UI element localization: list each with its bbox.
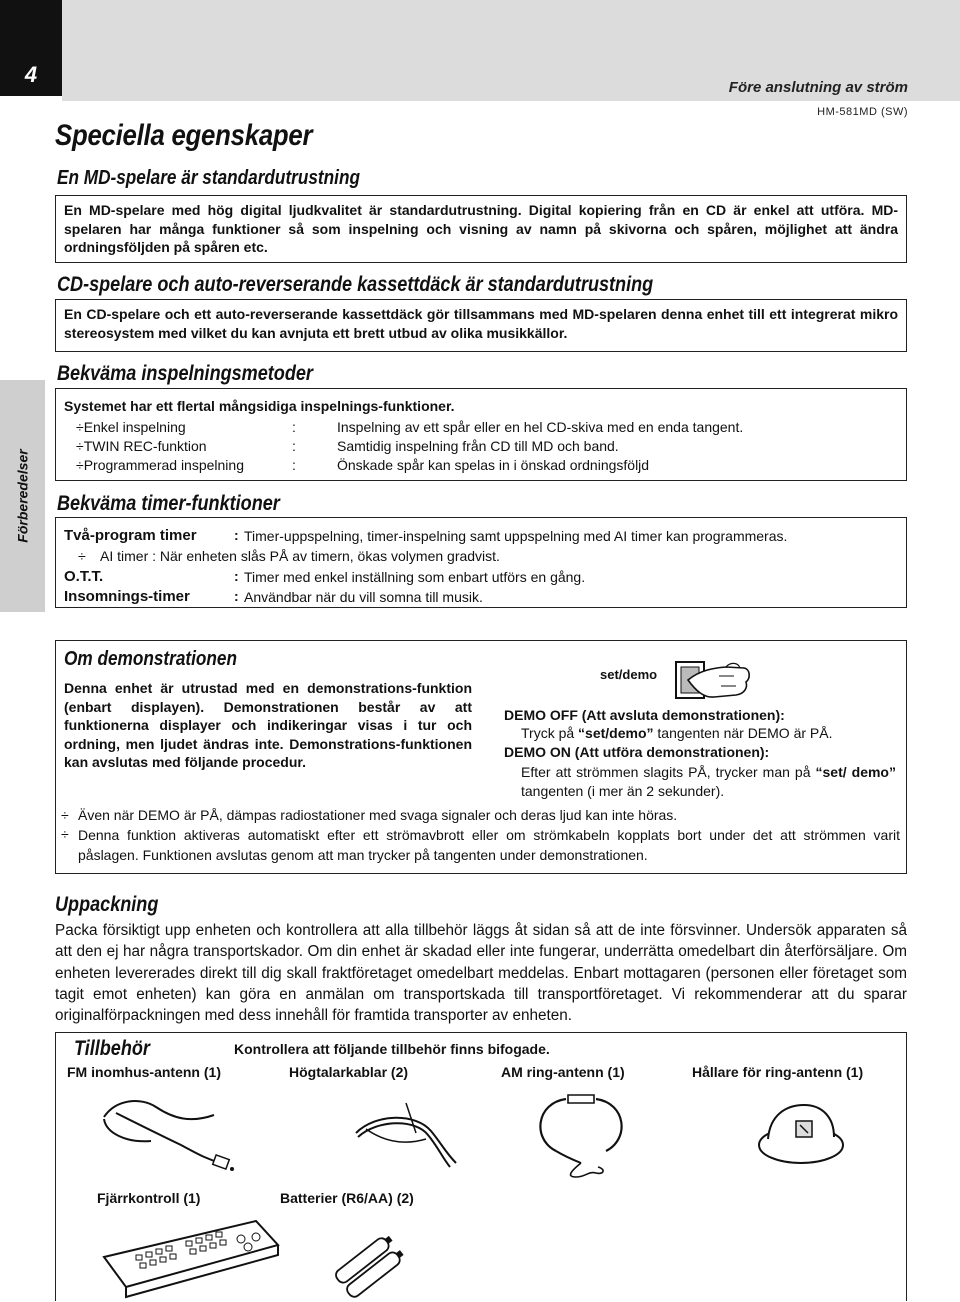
- accessories-subtitle: Kontrollera att följande tillbehör finns bifogade.: [234, 1041, 550, 1057]
- demo-off-text-2: tangenten när DEMO är PÅ.: [653, 725, 833, 741]
- accessory-label: AM ring-antenn (1): [501, 1064, 625, 1080]
- timer-row-desc: Timer med enkel inställning som enbart utförs en gång.: [244, 569, 586, 585]
- demo-note: Denna funktion aktiveras automatiskt efter ett strömavbrott eller om strömkabeln kopplats bort under det att strömmen varit påslagen. Funktionen avslutas genom att man trycker på tangenten under demonstrationen.: [78, 827, 900, 863]
- page-number: 4: [24, 62, 38, 87]
- timer-row-desc: Timer-uppspelning, timer-inspelning samt uppspelning med AI timer kan programmeras.: [244, 528, 788, 544]
- demo-box: [55, 640, 907, 874]
- recording-box: [55, 388, 907, 481]
- bullet: ÷: [61, 826, 69, 842]
- md-box: [55, 195, 907, 263]
- accessory-label: FM inomhus-antenn (1): [67, 1064, 221, 1080]
- batteries-icon: [324, 1229, 424, 1299]
- separator: :: [292, 438, 296, 454]
- demo-on-text-2: tangenten (i mer än 2 sekunder).: [521, 782, 725, 799]
- demo-off-text-1: Tryck på: [521, 725, 579, 741]
- cd-heading: CD-spelare och auto-reverserande kassettdäck är standardutrustning: [57, 273, 654, 296]
- recording-item-desc: Samtidig inspelning från CD till MD och band.: [337, 438, 619, 454]
- demo-on-text: [521, 763, 896, 800]
- accessory-label: Fjärrkontroll (1): [97, 1190, 201, 1206]
- bullet: ÷: [78, 548, 86, 564]
- demo-heading: Om demonstrationen: [64, 648, 237, 670]
- bullet: ÷: [76, 419, 84, 435]
- remote-control-icon: [96, 1217, 286, 1302]
- accessories-heading: Tillbehör: [74, 1037, 150, 1060]
- set-demo-button-label: set/demo: [600, 667, 658, 682]
- accessories-box: [55, 1032, 907, 1301]
- timer-row-name: Två-program timer: [64, 527, 197, 544]
- timer-row-desc: Användbar när du vill somna till musik.: [244, 589, 483, 605]
- separator: :: [292, 457, 296, 473]
- separator: :: [292, 419, 296, 435]
- am-loop-antenna-icon: [526, 1091, 636, 1186]
- accessory-label: Batterier (R6/AA) (2): [280, 1190, 414, 1206]
- side-tab-label: Förberedelser: [14, 449, 31, 543]
- model-number: HM-581MD (SW): [817, 106, 908, 118]
- separator: :: [234, 527, 239, 543]
- bullet: ÷: [76, 438, 84, 454]
- recording-item: [76, 457, 244, 473]
- demo-on-title: DEMO ON (Att utföra demonstrationen):: [504, 744, 770, 760]
- bullet: ÷: [76, 457, 84, 473]
- page-title: Speciella egenskaper: [55, 119, 313, 152]
- recording-item-name: TWIN REC-funktion: [83, 438, 207, 454]
- recording-item: [76, 419, 186, 435]
- recording-item: [76, 438, 207, 454]
- recording-item-desc: Inspelning av ett spår eller en hel CD-skiva med en enda tangent.: [337, 419, 744, 435]
- recording-item-desc: Önskade spår kan spelas in i önskad ordningsföljd: [337, 457, 650, 473]
- demo-intro: Denna enhet är utrustad med en demonstrations-funktion (enbart displayen). Demonstrationen består av att funktionerna displayer och indikeringar visas i tur och ordning, men ljudet ändras inte. Demonstrations-funktionen kan avslutas med följande procedur.: [64, 680, 472, 770]
- timer-heading: Bekväma timer-funktioner: [57, 492, 280, 515]
- recording-item-name: Enkel inspelning: [83, 419, 186, 435]
- demo-off-title: DEMO OFF (Att avsluta demonstrationen):: [504, 707, 785, 723]
- demo-on-text-1: Efter att strömmen slagits PÅ, trycker man på: [521, 764, 816, 780]
- finger-press-icon: [674, 658, 752, 704]
- fm-antenna-icon: [96, 1093, 246, 1183]
- recording-heading: Bekväma inspelningsmetoder: [57, 362, 313, 385]
- recording-intro: Systemet har ett flertal mångsidiga inspelnings-funktioner.: [64, 398, 455, 414]
- side-tab: [0, 380, 45, 612]
- unpacking-heading: Uppackning: [55, 893, 159, 916]
- antenna-holder-icon: [746, 1095, 856, 1175]
- unpacking-text: Packa försiktigt upp enheten och kontrollera att alla tillbehör läggs åt sidan så att de inte försvinner. Undersök apparaten så att den ej har några transportskador. Om din enhet är skadad eller inte fungerar, underrätta omedelbart din återförsäljare. Om enheten levererades direkt till dig skall fraktföretaget omedelbart meddelas. Enbart mottagaren (personen eller företaget som tagit emot enheten) kan göra en anmälan om transportskada till transportföretaget. Vi rekommenderar att du sparar originalförpackningen med dess innehåll för framtida transporter av enheten.: [55, 922, 907, 1025]
- demo-on-key: “set/ demo”: [815, 764, 896, 780]
- cd-box: [55, 299, 907, 352]
- separator: :: [234, 568, 239, 584]
- demo-off-text: [521, 725, 833, 741]
- separator: :: [234, 588, 239, 604]
- demo-off-key: “set/demo”: [578, 725, 654, 741]
- accessory-label: Högtalarkablar (2): [289, 1064, 409, 1080]
- speaker-cable-icon: [346, 1093, 466, 1183]
- timer-box: [55, 517, 907, 608]
- demo-note: Även när DEMO är PÅ, dämpas radiostationer med svaga signaler och deras ljud kan inte höras.: [78, 807, 678, 823]
- ai-timer-note: AI timer : När enheten slås PÅ av timern, ökas volymen gradvist.: [100, 548, 500, 564]
- accessory-label: Hållare för ring-antenn (1): [692, 1064, 864, 1080]
- cd-text: En CD-spelare och ett auto-reverserande kassettdäck gör tillsammans med MD-spelaren denna enhet till ett integrerat mikro stereosystem med vilket du kan avnjuta ett brett utbud av olika musikkällor.: [64, 306, 898, 341]
- md-text: En MD-spelare med hög digital ljudkvalitet är standardutrustning. Digital kopiering från en CD är enkel att utföra. MD-spelaren har många funktioner så som inspelning och visning av namn på skivorna och spåren, möjlighet att ändra ordningsföljden på spåren etc.: [64, 202, 898, 255]
- bullet: ÷: [61, 807, 69, 823]
- header-title: Före anslutning av ström: [728, 79, 908, 96]
- recording-item-name: Programmerad inspelning: [83, 457, 244, 473]
- timer-row-name: Insomnings-timer: [64, 588, 190, 605]
- md-heading: En MD-spelare är standardutrustning: [57, 167, 360, 189]
- timer-row-name: O.T.T.: [64, 568, 104, 585]
